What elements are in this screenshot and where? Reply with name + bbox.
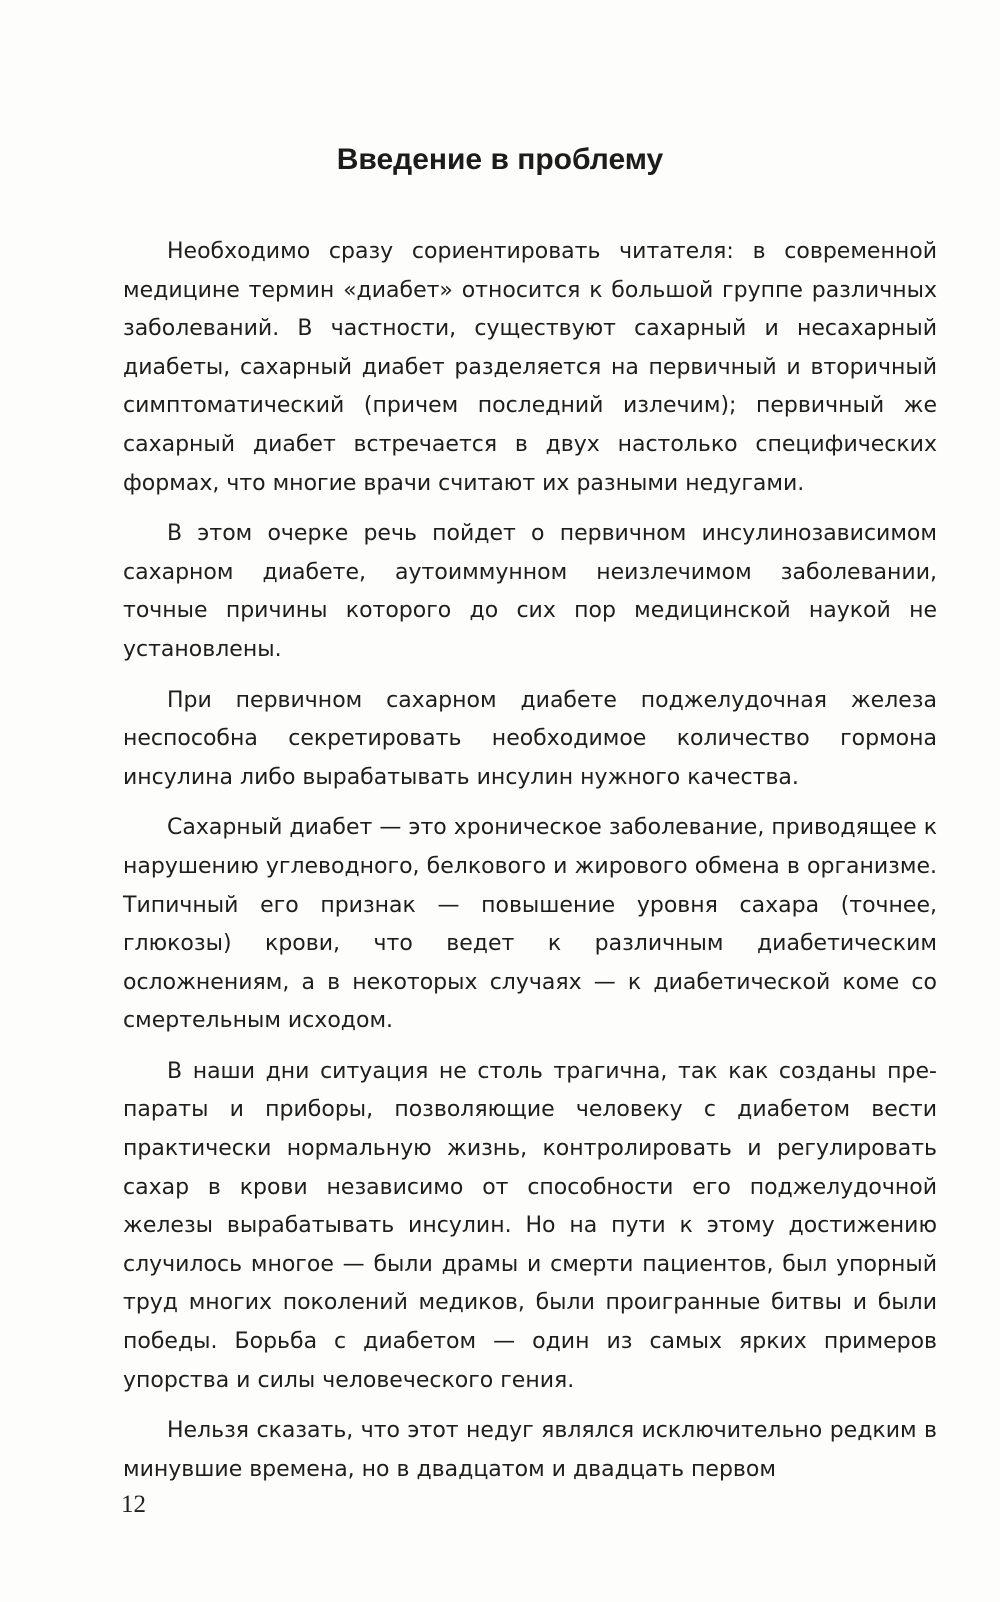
paragraph: Необходимо сразу сориентировать читателя: в современной медицине термин «диабет» относится к большой группе различных заболеваний. В частности, существуют сахарный и несахарный диабеты, сахарный диабет разделяется на первичный и вторичный симптоматический (причем последний излечим); первичный же сахарный диабет встречается в двух настолько специфических формах, что многие врачи считают их разными недугами.	[123, 239, 937, 496]
paragraph: В наши дни ситуация не столь трагична, так как созданы препараты и приборы, позволяющие человеку с диабетом вести практически нормальную жизнь, контролировать и регулировать сахар в крови независимо от способности его поджелудочной железы вырабатывать инсулин. Но на пути к этому достижению случилось многое — были драмы и смерти пациентов, был упорный труд многих поколений медиков, были проигранные битвы и были победы. Борьба с диабетом — один из самых ярких примеров упорства и силы человеческого гения.	[123, 1058, 937, 1393]
section-heading: Введение в проблему	[336, 143, 664, 176]
paragraph: Нельзя сказать, что этот недуг являлся исключительно редким в минувшие времена, но в двадцатом и двадцать первом	[123, 1418, 937, 1482]
body-text	[123, 233, 937, 1501]
paragraph: Сахарный диабет — это хроническое заболевание, приводящее к нарушению углеводного, белкового и жирового обмена в организме. Типичный его признак — повышение уровня сахара (точнее, глюкозы) крови, что ведет к различным диабетическим осложнениям, а в некоторых случаях — к диабетической коме со смертельным исходом.	[123, 815, 937, 1034]
page-number: 12	[121, 1491, 146, 1518]
paragraph: При первичном сахарном диабете поджелудочная железа неспособна секретировать необходимое количество гормона инсулина либо вырабатывать инсулин нужного качества.	[123, 687, 937, 790]
paragraph: В этом очерке речь пойдет о первичном инсулинозависимом сахарном диабете, аутоиммунном неизлечимом заболевании, точные причины которого до сих пор медицинской наукой не установлены.	[123, 521, 937, 662]
